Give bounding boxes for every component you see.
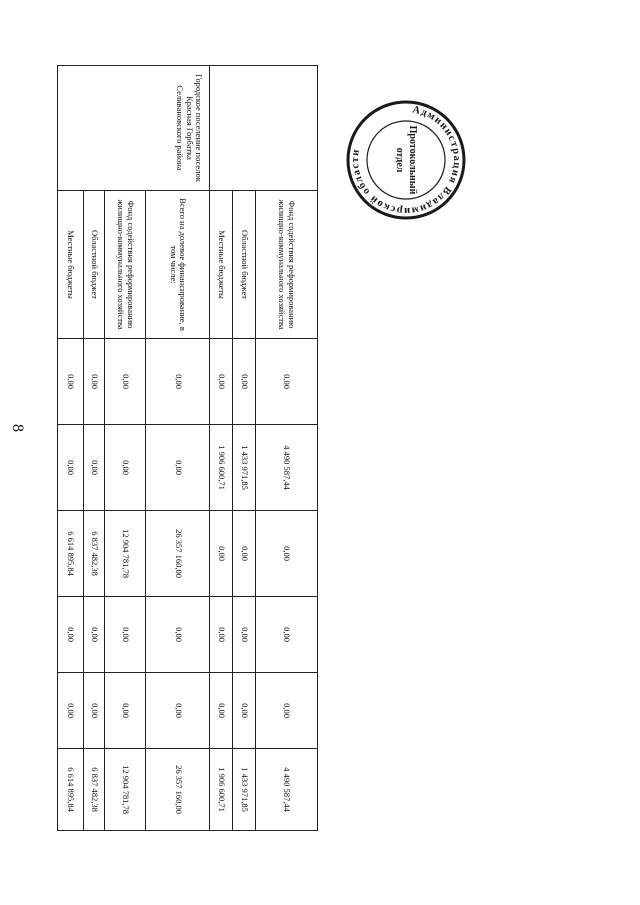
value-cell: 0,00 bbox=[210, 511, 233, 597]
value-cell: 4 490 587,44 bbox=[255, 425, 317, 511]
value-cell: 26 357 160,00 bbox=[146, 511, 210, 597]
page-number: 8 bbox=[9, 424, 26, 432]
value-cell: 0,00 bbox=[83, 425, 104, 511]
stamp-center-line1: Протокольный bbox=[407, 125, 418, 195]
value-cell: 0,00 bbox=[255, 511, 317, 597]
value-cell: 0,00 bbox=[146, 673, 210, 749]
value-cell: 0,00 bbox=[104, 597, 145, 673]
value-cell: 0,00 bbox=[233, 339, 256, 425]
source-label: Областной бюджет bbox=[83, 191, 104, 339]
stamp-outer-ring bbox=[348, 102, 464, 218]
source-label: Фонд содействия реформированию жилищно-коммунального хозяйства bbox=[104, 191, 145, 339]
total-cell: 12 904 781,78 bbox=[104, 749, 145, 831]
value-cell: 0,00 bbox=[233, 511, 256, 597]
value-cell: 0,00 bbox=[58, 339, 84, 425]
value-cell: 0,00 bbox=[58, 597, 84, 673]
total-cell: 1 433 971,85 bbox=[233, 749, 256, 831]
value-cell: 0,00 bbox=[210, 339, 233, 425]
value-cell: 1 433 971,85 bbox=[233, 425, 256, 511]
value-cell: 0,00 bbox=[210, 673, 233, 749]
total-cell: 6 614 895,84 bbox=[58, 749, 84, 831]
value-cell: 0,00 bbox=[83, 339, 104, 425]
source-label: Фонд содействия реформированию жилищно-коммунального хозяйства bbox=[255, 191, 317, 339]
value-cell: 0,00 bbox=[58, 425, 84, 511]
value-cell: 0,00 bbox=[233, 673, 256, 749]
total-cell: 1 906 600,71 bbox=[210, 749, 233, 831]
value-cell: 0,00 bbox=[146, 425, 210, 511]
financing-table-rotated bbox=[57, 65, 318, 830]
value-cell: 0,00 bbox=[104, 339, 145, 425]
value-cell: 12 904 781,78 bbox=[104, 511, 145, 597]
total-cell: 4 490 587,44 bbox=[255, 749, 317, 831]
value-cell: 1 906 600,71 bbox=[210, 425, 233, 511]
value-cell: 0,00 bbox=[104, 425, 145, 511]
municipality-cell-empty bbox=[210, 66, 318, 191]
official-stamp bbox=[344, 98, 468, 222]
value-cell: 0,00 bbox=[58, 673, 84, 749]
stamp-inner-ring bbox=[367, 121, 445, 199]
stamp-center-line2: отдел bbox=[394, 147, 405, 173]
value-cell: 0,00 bbox=[146, 597, 210, 673]
value-cell: 0,00 bbox=[255, 339, 317, 425]
value-cell: 0,00 bbox=[83, 673, 104, 749]
total-cell: 6 837 482,38 bbox=[83, 749, 104, 831]
table-row bbox=[146, 66, 210, 831]
financing-table bbox=[57, 65, 318, 831]
value-cell: 0,00 bbox=[210, 597, 233, 673]
source-label: Местные бюджеты bbox=[58, 191, 84, 339]
source-label: Всего на долевое финансирование, в том числе: bbox=[146, 191, 210, 339]
value-cell: 6 837 482,38 bbox=[83, 511, 104, 597]
value-cell: 0,00 bbox=[233, 597, 256, 673]
table-row bbox=[255, 66, 317, 831]
value-cell: 0,00 bbox=[83, 597, 104, 673]
value-cell: 6 614 895,84 bbox=[58, 511, 84, 597]
stamp-ring-text: Администрация Владимирской области bbox=[349, 104, 463, 217]
stamp-graphic bbox=[344, 98, 468, 222]
value-cell: 0,00 bbox=[255, 597, 317, 673]
source-label: Областной бюджет bbox=[233, 191, 256, 339]
municipality-name: Городское поселение поселок Красная Горбатка Селивановского района bbox=[58, 66, 210, 191]
value-cell: 0,00 bbox=[104, 673, 145, 749]
source-label: Местные бюджеты bbox=[210, 191, 233, 339]
value-cell: 0,00 bbox=[146, 339, 210, 425]
value-cell: 0,00 bbox=[255, 673, 317, 749]
total-cell: 26 357 160,00 bbox=[146, 749, 210, 831]
